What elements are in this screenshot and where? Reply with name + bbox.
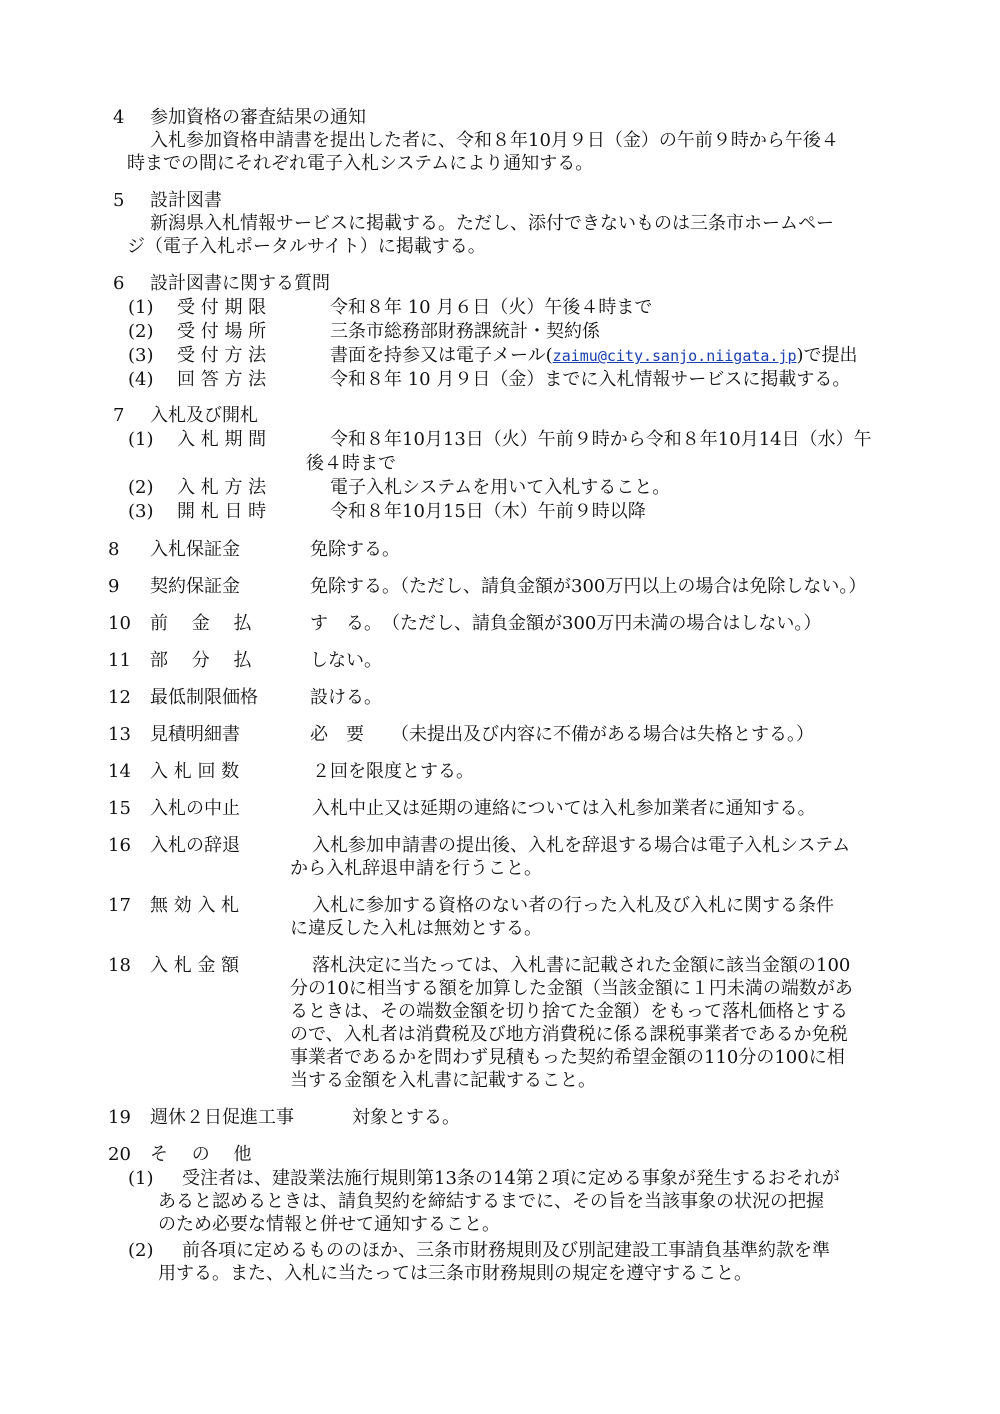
section-18-title: 入 札 金 額 — [150, 955, 240, 976]
section-16-value-line: 入札参加申請書の提出後、入札を辞退する場合は電子入札システム — [312, 835, 851, 856]
section-20-para-number: (1) — [128, 1168, 154, 1189]
section-9-number: 9 — [108, 576, 120, 597]
section-5-number: 5 — [113, 190, 125, 211]
section-20-para-line: 受注者は、建設業法施行規則第13条の14第２項に定める事象が発生するおそれが — [182, 1168, 840, 1189]
section-10-value: す る。 （ただし、請負金額が300万円未満の場合はしない。） — [310, 613, 822, 634]
section-6-item-label: 受 付 方 法 — [177, 345, 267, 366]
section-6-number: 6 — [113, 273, 125, 294]
section-6-item-text: 令和８年 10 月６日（火）午後４時まで — [330, 297, 653, 318]
section-15-value: 入札中止又は延期の連絡については入札参加業者に通知する。 — [312, 798, 816, 819]
section-6-item-text: 三条市総務部財務課統計・契約係 — [330, 321, 600, 342]
section-8-value: 免除する。 — [310, 539, 400, 560]
section-16-value-line: から入札辞退申請を行うこと。 — [290, 858, 542, 879]
section-7-item-text: 電子入札システムを用いて入札すること。 — [330, 477, 671, 498]
section-13-number: 13 — [108, 724, 131, 745]
section-18-value-line: ので、入札者は消費税及び地方消費税に係る課税事業者であるか免税 — [290, 1024, 848, 1045]
section-14-number: 14 — [108, 761, 131, 782]
section-20-title: そ の 他 — [150, 1144, 252, 1165]
section-6-item-text — [330, 345, 858, 367]
section-7-item-label: 開 札 日 時 — [177, 501, 267, 522]
section-7-item-text-cont: 後４時まで — [306, 453, 396, 474]
section-7-item-text: 令和８年10月13日（火）午前９時から令和８年10月14日（水）午 — [330, 429, 872, 450]
section-12-number: 12 — [108, 687, 131, 708]
section-18-value-line: るときは、その端数金額を切り捨てた金額）をもって落札価格とする — [290, 1001, 848, 1022]
section-11-number: 11 — [108, 650, 131, 671]
section-8-title: 入札保証金 — [150, 539, 240, 560]
section-18-value-line: 当する金額を入札書に記載すること。 — [290, 1070, 596, 1091]
section-10-title: 前 金 払 — [150, 613, 252, 634]
section-7-item-number: (1) — [128, 429, 154, 450]
section-20-para-line: 前各項に定めるもののほか、三条市財務規則及び別記建設工事請負基準約款を準 — [182, 1240, 830, 1261]
section-8-number: 8 — [108, 539, 120, 560]
section-7-number: 7 — [113, 405, 125, 426]
section-20-para-number: (2) — [128, 1240, 154, 1261]
section-7-item-label: 入 札 期 間 — [177, 429, 267, 450]
section-6-item-label: 受 付 場 所 — [177, 321, 267, 342]
section-19-value: 対象とする。 — [352, 1107, 460, 1128]
section-6-item-number: (2) — [128, 321, 154, 342]
section-14-title: 入 札 回 数 — [150, 761, 240, 782]
section-6-item-text: 令和８年 10 月９日（金）までに入札情報サービスに掲載する。 — [330, 369, 851, 390]
section-12-title: 最低制限価格 — [150, 687, 258, 708]
section-13-value: 必 要 （未提出及び内容に不備がある場合は失格とする。） — [310, 724, 814, 745]
section-6-item-label: 回 答 方 法 — [177, 369, 267, 390]
section-5-body-line: 新潟県入札情報サービスに掲載する。ただし、添付できないものは三条市ホームペー — [150, 213, 834, 234]
section-6-title: 設計図書に関する質問 — [150, 273, 330, 294]
section-17-value-line: に違反した入札は無効とする。 — [290, 918, 542, 939]
section-4-number: 4 — [113, 107, 125, 128]
section-7-item-number: (2) — [128, 477, 154, 498]
section-17-number: 17 — [108, 895, 131, 916]
section-20-para-line: のため必要な情報と併せて通知すること。 — [158, 1214, 500, 1235]
section-20-number: 20 — [108, 1144, 131, 1165]
section-7-item-number: (3) — [128, 501, 154, 522]
section-18-value-line: 落札決定に当たっては、入札書に記載された金額に該当金額の100 — [312, 955, 851, 976]
section-4-body-line: 時までの間にそれぞれ電子入札システムにより通知する。 — [127, 153, 594, 174]
section-19-number: 19 — [108, 1107, 131, 1128]
section-6-item-number: (4) — [128, 369, 154, 390]
section-9-title: 契約保証金 — [150, 576, 240, 597]
section-20-para-line: あると認めるときは、請負契約を締結するまでに、その旨を当該事象の状況の把握 — [158, 1191, 824, 1212]
section-15-number: 15 — [108, 798, 131, 819]
section-11-value: しない。 — [310, 650, 382, 671]
section-6-item-number: (3) — [128, 345, 154, 366]
section-18-value-line: 分の10に相当する額を加算した金額（当該金額に１円未満の端数があ — [290, 978, 853, 999]
section-9-value: 免除する。（ただし、請負金額が300万円以上の場合は免除しない。） — [310, 576, 867, 597]
section-4-title: 参加資格の審査結果の通知 — [150, 107, 366, 128]
section-18-number: 18 — [108, 955, 131, 976]
section-17-value-line: 入札に参加する資格のない者の行った入札及び入札に関する条件 — [312, 895, 834, 916]
section-20-para-line: 用する。また、入札に当たっては三条市財務規則の規定を遵守すること。 — [158, 1263, 752, 1284]
section-14-value: ２回を限度とする。 — [312, 761, 474, 782]
section-17-title: 無 効 入 札 — [150, 895, 240, 916]
section-6-item-label: 受 付 期 限 — [177, 297, 267, 318]
section-18-value-line: 事業者であるかを問わず見積もった契約希望金額の110分の100に相 — [290, 1047, 845, 1068]
section-4-body-line: 入札参加資格申請書を提出した者に、令和８年10月９日（金）の午前９時から午後４ — [150, 130, 839, 151]
section-6-item-text-before: 書面を持参又は電子メール( — [330, 345, 553, 366]
section-12-value: 設ける。 — [310, 687, 382, 708]
section-16-number: 16 — [108, 835, 131, 856]
section-10-number: 10 — [108, 613, 131, 634]
section-19-title: 週休２日促進工事 — [150, 1107, 294, 1128]
section-6-item-number: (1) — [128, 297, 154, 318]
section-5-title: 設計図書 — [150, 190, 222, 211]
section-7-item-text: 令和８年10月15日（木）午前９時以降 — [330, 501, 646, 522]
section-13-title: 見積明細書 — [150, 724, 240, 745]
section-11-title: 部 分 払 — [150, 650, 252, 671]
section-15-title: 入札の中止 — [150, 798, 240, 819]
section-6-item-text-after: )で提出 — [796, 345, 858, 366]
section-7-title: 入札及び開札 — [150, 405, 258, 426]
section-7-item-label: 入 札 方 法 — [177, 477, 267, 498]
section-16-title: 入札の辞退 — [150, 835, 240, 856]
email-link[interactable]: zaimu@city.sanjo.niigata.jp — [552, 347, 797, 365]
section-5-body-line: ジ（電子入札ポータルサイト）に掲載する。 — [127, 236, 486, 257]
